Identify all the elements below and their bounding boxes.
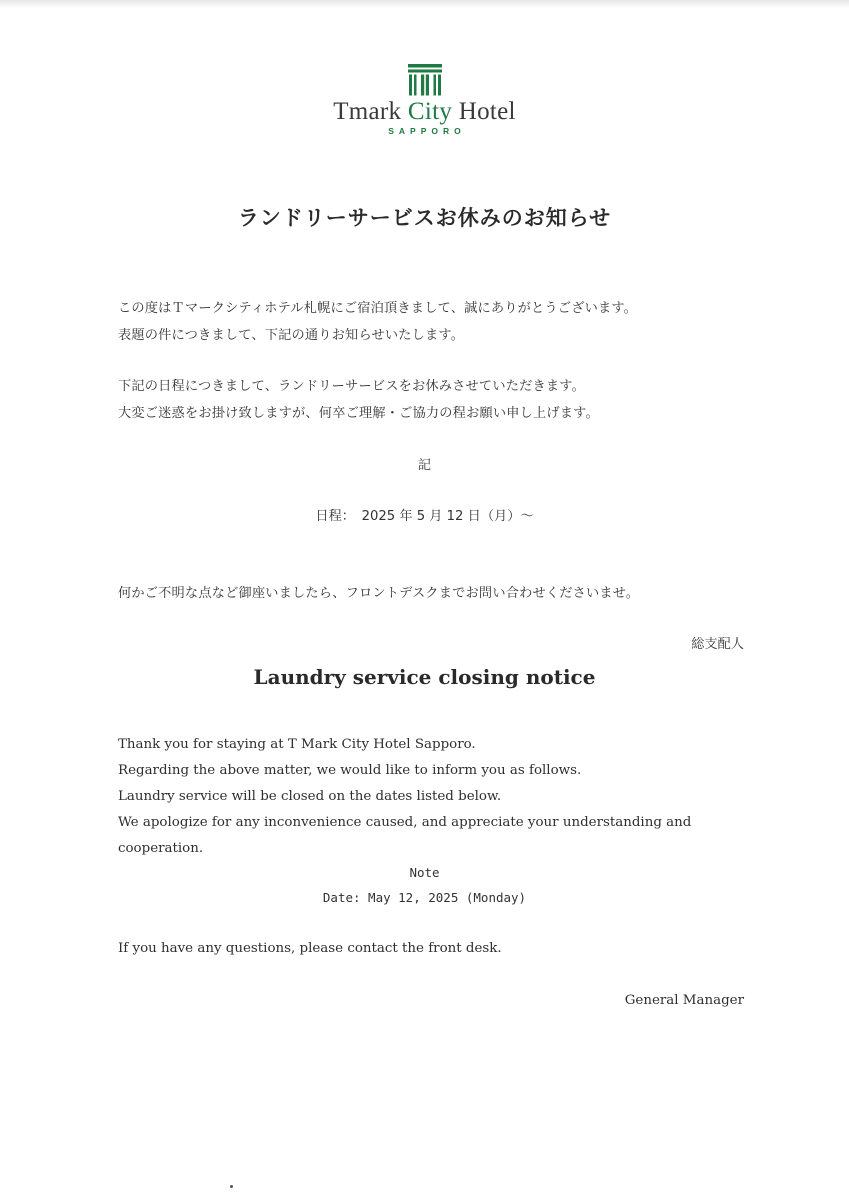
english-line3: Laundry service will be closed on the dates listed below. bbox=[118, 789, 502, 804]
scan-speck bbox=[230, 1185, 233, 1188]
hotel-name-hotel: Hotel bbox=[452, 98, 516, 125]
japanese-paragraph2-line2: 大変ご迷惑をお掛け致しますが、何卒ご理解・ご協力の程お願い申し上げます。 bbox=[118, 406, 599, 421]
japanese-paragraph1-line1: この度はＴマークシティホテル札幌にご宿泊頂きまして、誠にありがとうございます。 bbox=[118, 301, 638, 316]
english-line5: cooperation. bbox=[118, 841, 204, 856]
english-line4: We apologize for any inconvenience caused, and appreciate your understanding and bbox=[118, 815, 692, 830]
hotel-name-tmark: Tmark bbox=[333, 98, 408, 125]
english-note-heading: Note bbox=[409, 865, 440, 880]
english-line2: Regarding the above matter, we would like to inform you as follows. bbox=[118, 763, 582, 778]
english-title: Laundry service closing notice bbox=[253, 665, 596, 689]
english-date: Date: May 12, 2025 (Monday) bbox=[322, 890, 527, 905]
japanese-signature: 総支配人 bbox=[691, 637, 744, 652]
japanese-title: ランドリーサービスお休みのお知らせ bbox=[237, 206, 612, 230]
hotel-location: SAPPORO bbox=[388, 126, 466, 136]
hotel-logo bbox=[0, 64, 849, 136]
japanese-paragraph1-line2: 表題の件につきまして、下記の通りお知らせいたします。 bbox=[118, 328, 465, 343]
hotel-name bbox=[0, 98, 849, 126]
english-contact: If you have any questions, please contact the front desk. bbox=[118, 941, 502, 956]
japanese-paragraph2-line1: 下記の日程につきまして、ランドリーサービスをお休みさせていただきます。 bbox=[118, 379, 585, 394]
hotel-name-city: City bbox=[407, 98, 453, 125]
scan-edge-shadow bbox=[0, 0, 849, 8]
japanese-ki-heading: 記 bbox=[417, 458, 432, 473]
english-line1: Thank you for staying at T Mark City Hotel Sapporo. bbox=[118, 737, 476, 752]
hotel-pillars-logo-icon bbox=[408, 64, 442, 96]
japanese-schedule: 日程： 2025 年 5 月 12 日（月）～ bbox=[315, 509, 534, 524]
english-signature: General Manager bbox=[624, 993, 744, 1008]
japanese-contact: 何かご不明な点など御座いましたら、フロントデスクまでお問い合わせくださいませ。 bbox=[118, 586, 640, 601]
